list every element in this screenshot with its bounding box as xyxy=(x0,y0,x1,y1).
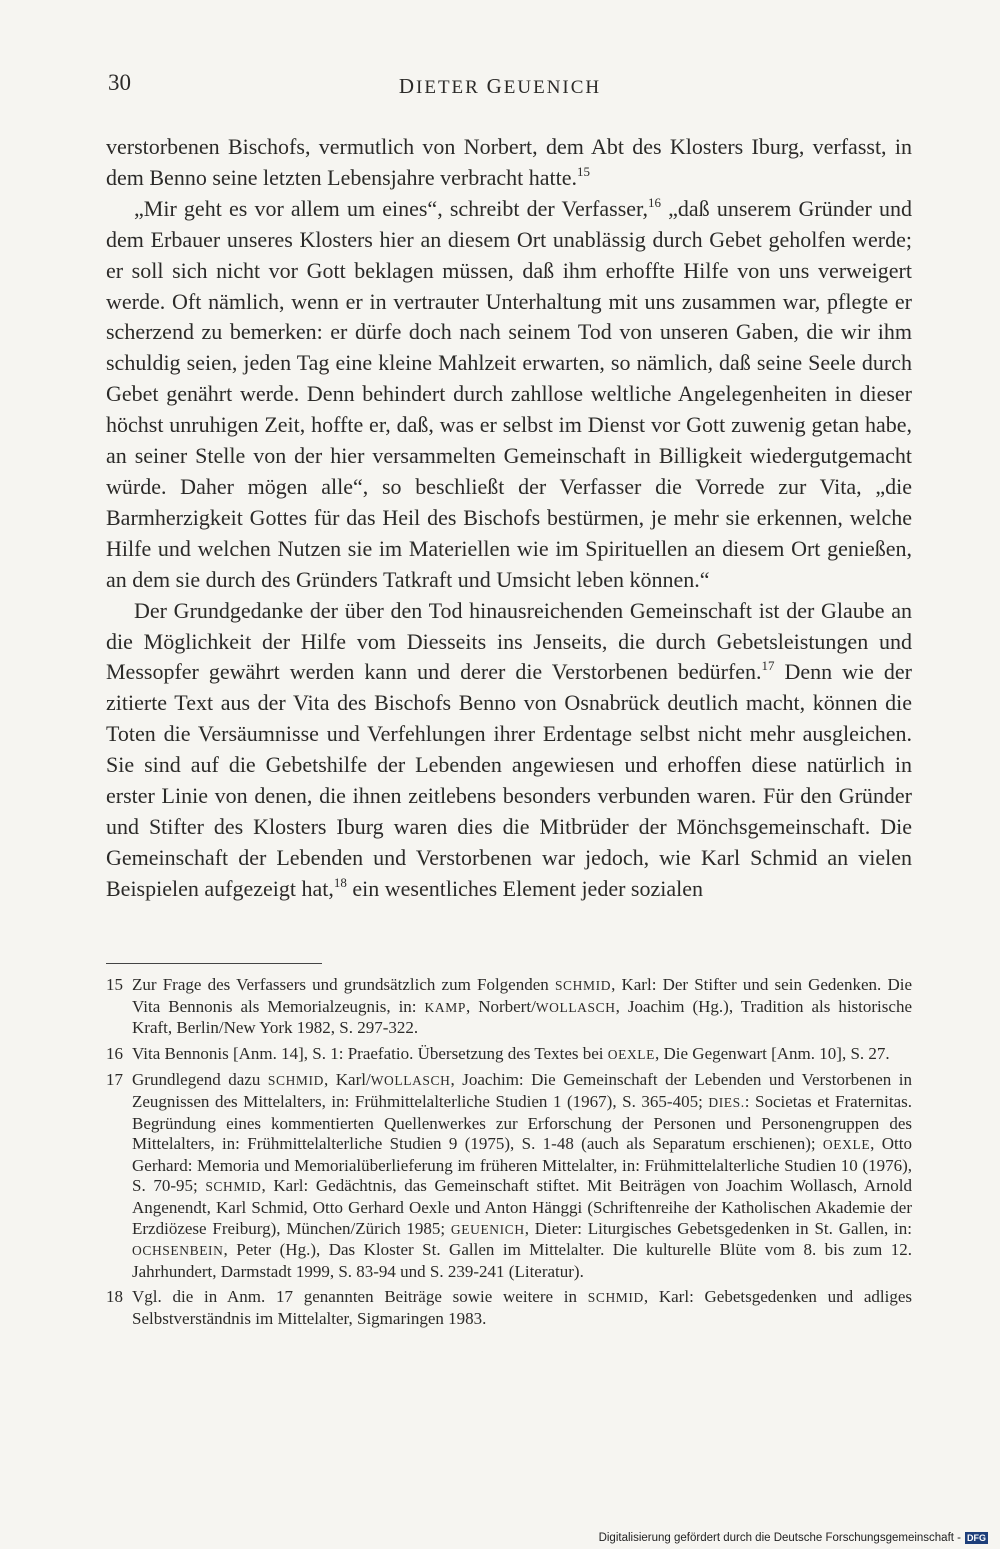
footnote-text: Vita Bennonis [Anm. 14], S. 1: Praefatio. Übersetzung des Textes bei OEXLE, Die Gegenwart [Anm. 10], S. 27. xyxy=(132,1043,890,1063)
footnote-number: 15 xyxy=(106,975,123,994)
dfg-credit-text: Digitalisierung gefördert durch die Deutsche Forschungsgemeinschaft - xyxy=(598,1532,961,1545)
running-head-rest-first: IETER xyxy=(416,77,480,98)
body-text xyxy=(106,132,912,905)
footnote-15 xyxy=(106,975,912,1039)
running-head xyxy=(0,74,1000,99)
paragraph-3-text-c: ein wesentliches Element jeder sozialen xyxy=(346,875,703,901)
footnote-ref-17: 17 xyxy=(761,658,775,674)
dfg-credit xyxy=(599,1532,988,1544)
paragraph-3-text-b: Denn wie der zitierte Text aus der Vita des Bischofs Benno von Osnabrück deutlich macht, können die Toten die Versäumnisse und Verfehlungen ihrer Erdentage selbst nicht mehr ausgleichen. Sie sind auf die Gebetshilfe der Lebenden angewiesen und erhoffen diese natürlich in erster Linie von denen, die ihnen zeitlebens besonders verbunden waren. Für den Gründer und Stifter des Klosters Iburg waren dies die Mitbrüder der Mönchsgemeinschaft. Die Gemeinschaft der Lebenden und Verstorbenen war jedoch, wie Karl Schmid an vielen Beispielen aufgezeigt hat, xyxy=(106,659,912,901)
running-head-rest-last: EUENICH xyxy=(503,77,602,98)
footnotes xyxy=(106,975,912,1335)
running-head-initial-first: D xyxy=(398,74,417,98)
footnote-text: Vgl. die in Anm. 17 genannten Beiträge sowie weitere in SCHMID, Karl: Gebetsgedenken und adliges Selbstverständnis im Mittelalter, Sigmaringen 1983. xyxy=(132,1287,912,1328)
footnote-text: Zur Frage des Verfassers und grundsätzlich zum Folgenden SCHMID, Karl: Der Stifter und sein Gedenken. Die Vita Bennonis als Memorialzeugnis, in: KAMP, Norbert/WOLLASCH, Joachim (Hg.), Tradition als historische Kraft, Berlin/New York 1982, S. 297-322. xyxy=(132,975,912,1038)
paragraph-3 xyxy=(106,596,912,905)
page-number: 30 xyxy=(108,70,131,95)
footnote-18 xyxy=(106,1287,912,1329)
paragraph-2-text-a: „Mir geht es vor allem um eines“, schreibt der Verfasser, xyxy=(134,195,648,221)
footnote-ref-15: 15 xyxy=(576,163,590,179)
footnote-number: 17 xyxy=(106,1070,123,1090)
footnote-17 xyxy=(106,1070,912,1282)
running-head-initial-last: G xyxy=(486,74,504,98)
dfg-logo: DFG xyxy=(967,1533,986,1543)
footnote-text: Grundlegend dazu SCHMID, Karl/WOLLASCH, Joachim: Die Gemeinschaft der Lebenden und Verstorbenen in Zeugnissen des Mittelalters, in: Frühmittelalterliche Studien 1 (1967), S. 365-405; DIES.: Societas et Fraternitas. Begründung eines kommentierten Quellenwerkes zur Erforschung der Personen und Personengruppen des Mittelalters, in: Frühmittelalterliche Studien 9 (1975), S. 1-48 (auch als Separatum erschienen); OEXLE, Otto Gerhard: Memoria und Memorialüberlieferung im früheren Mittelalter, in: Frühmittelalterliche Studien 10 (1976), S. 70-95; SCHMID, Karl: Gedächtnis, das Gemeinschaft stiftet. Mit Beiträgen von Joachim Wollasch, Arnold Angenendt, Karl Schmid, Otto Gerhard Oexle und Anton Hänggi (Schriftenreihe der Katholischen Akademie der Erzdiözese Freiburg), München/Zürich 1985; GEUENICH, Dieter: Liturgisches Gebetsgedenken in St. Gallen, in: OCHSENBEIN, Peter (Hg.), Das Kloster St. Gallen im Mittelalter. Die kulturelle Blüte vom 8. bis zum 12. Jahrhundert, Darmstadt 1999, S. 83-94 und S. 239-241 (Literatur). xyxy=(132,1070,913,1281)
footnote-divider xyxy=(106,963,322,964)
paragraph-2 xyxy=(106,194,912,596)
footnote-16 xyxy=(106,1044,912,1066)
paragraph-2-text-b: „daß unserem Gründer und dem Erbauer unseres Klosters hier an diesem Ort unablässig durch Gebet geholfen werde; er soll sich nicht vor Gott beklagen müssen, daß ihm erhoffte Hilfe von uns verweigert werde. Oft nämlich, wenn er in vertrauter Unterhaltung mit uns zusammen war, pflegte er scherzend zu bemerken: er dürfe doch nach seinem Tod von unseren Gaben, die wir ihm schuldig seien, jeden Tag eine kleine Mahlzeit erwarten, so nämlich, daß seine Seele durch Gebet genährt werde. Denn behindert durch zahllose weltliche Angelegenheiten in dieser höchst unruhigen Zeit, hoffte er, daß, was er selbst im Dienst vor Gott zuwenig getan habe, an seiner Stelle von der hier versammelten Gemeinschaft in Billigkeit wiedergutgemacht würde. Daher mögen alle“, so beschließt der Verfasser die Vorrede zur Vita, „die Barmherzigkeit Gottes für das Heil des Bischofs bestürmen, je mehr sie erkennen, welche Hilfe und welchen Nutzen sie im Materiellen wie im Spirituellen an diesem Ort genießen, an dem sie durch des Gründers Tatkraft und Umsicht leben können.“ xyxy=(106,195,912,592)
footnote-ref-16: 16 xyxy=(647,194,661,210)
paragraph-1-text: verstorbenen Bischofs, vermutlich von Norbert, dem Abt des Klosters Iburg, verfasst, in dem Benno seine letzten Lebensjahre verbracht hatte. xyxy=(106,134,912,190)
footnote-number: 18 xyxy=(106,1287,123,1307)
footnote-number: 16 xyxy=(106,1043,123,1063)
paragraph-3-text-a: Der Grundgedanke der über den Tod hinausreichenden Gemeinschaft ist der Glaube an die Möglichkeit der Hilfe vom Diesseits ins Jenseits, die durch Gebetsleistungen und Messopfer gewährt werden kann und derer die Verstorbenen bedürfen. xyxy=(106,597,912,685)
footnote-ref-18: 18 xyxy=(333,874,347,890)
paragraph-1 xyxy=(106,132,912,194)
